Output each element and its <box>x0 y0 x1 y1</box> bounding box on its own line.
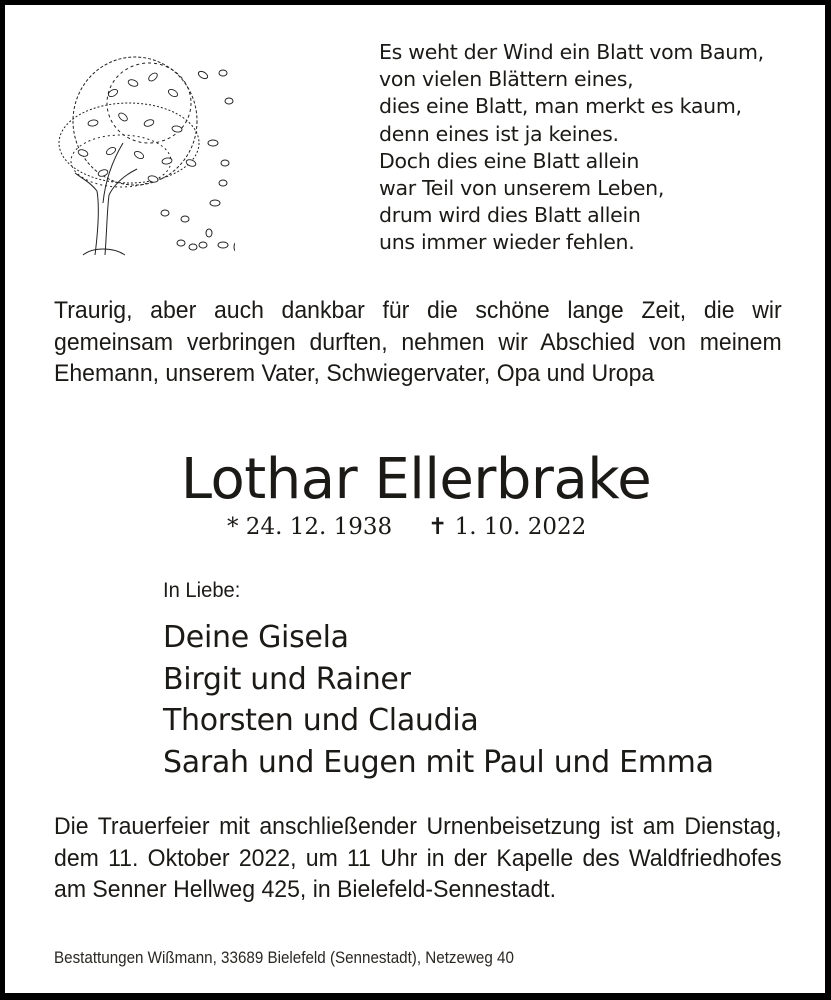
mourners-list <box>163 617 714 783</box>
mourner-name: Thorsten und Claudia <box>163 703 479 738</box>
mourners-label: In Liebe: <box>163 579 241 602</box>
poem <box>379 39 764 257</box>
funeral-details: Die Trauerfeier mit anschließender Urnenbeisetzung ist am Dienstag, dem 11. Oktober 2022, um 11 Uhr in der Kapelle des Waldfriedhofes am Senner Hellweg 425, in Bielefeld-Sennestadt. <box>54 813 782 903</box>
poem-line: dies eine Blatt, man merkt es kaum, <box>379 94 742 119</box>
poem-line: uns immer wieder fehlen. <box>379 230 635 255</box>
poem-line: drum wird dies Blatt allein <box>379 203 641 228</box>
deceased-name: Lothar Ellerbrake <box>180 447 652 512</box>
poem-line: von vielen Blättern eines, <box>379 67 634 92</box>
death-date: ✝ 1. 10. 2022 <box>428 514 587 540</box>
intro-paragraph: Traurig, aber auch dankbar für die schöne lange Zeit, die wir gemeinsam verbringen durften, nehmen wir Abschied von meinem Ehemann, unserem Vater, Schwiegervater, Opa und Uropa <box>54 297 782 387</box>
poem-line: denn eines ist ja keines. <box>379 121 619 146</box>
obituary-notice <box>5 5 825 993</box>
poem-line: Doch dies eine Blatt allein <box>379 148 640 173</box>
poem-line: war Teil von unserem Leben, <box>379 176 665 201</box>
tree-with-falling-leaves-icon <box>53 33 235 259</box>
mourner-name: Sarah und Eugen mit Paul und Emma <box>163 744 714 780</box>
mourner-name: Deine Gisela <box>163 620 349 655</box>
undertaker-footer: Bestattungen Wißmann, 33689 Bielefeld (Sennestadt), Netzeweg 40 <box>54 949 514 967</box>
mourner-name: Birgit und Rainer <box>163 661 411 697</box>
poem-line: Es weht der Wind ein Blatt vom Baum, <box>379 40 764 64</box>
birth-date: * 24. 12. 1938 <box>227 514 393 540</box>
